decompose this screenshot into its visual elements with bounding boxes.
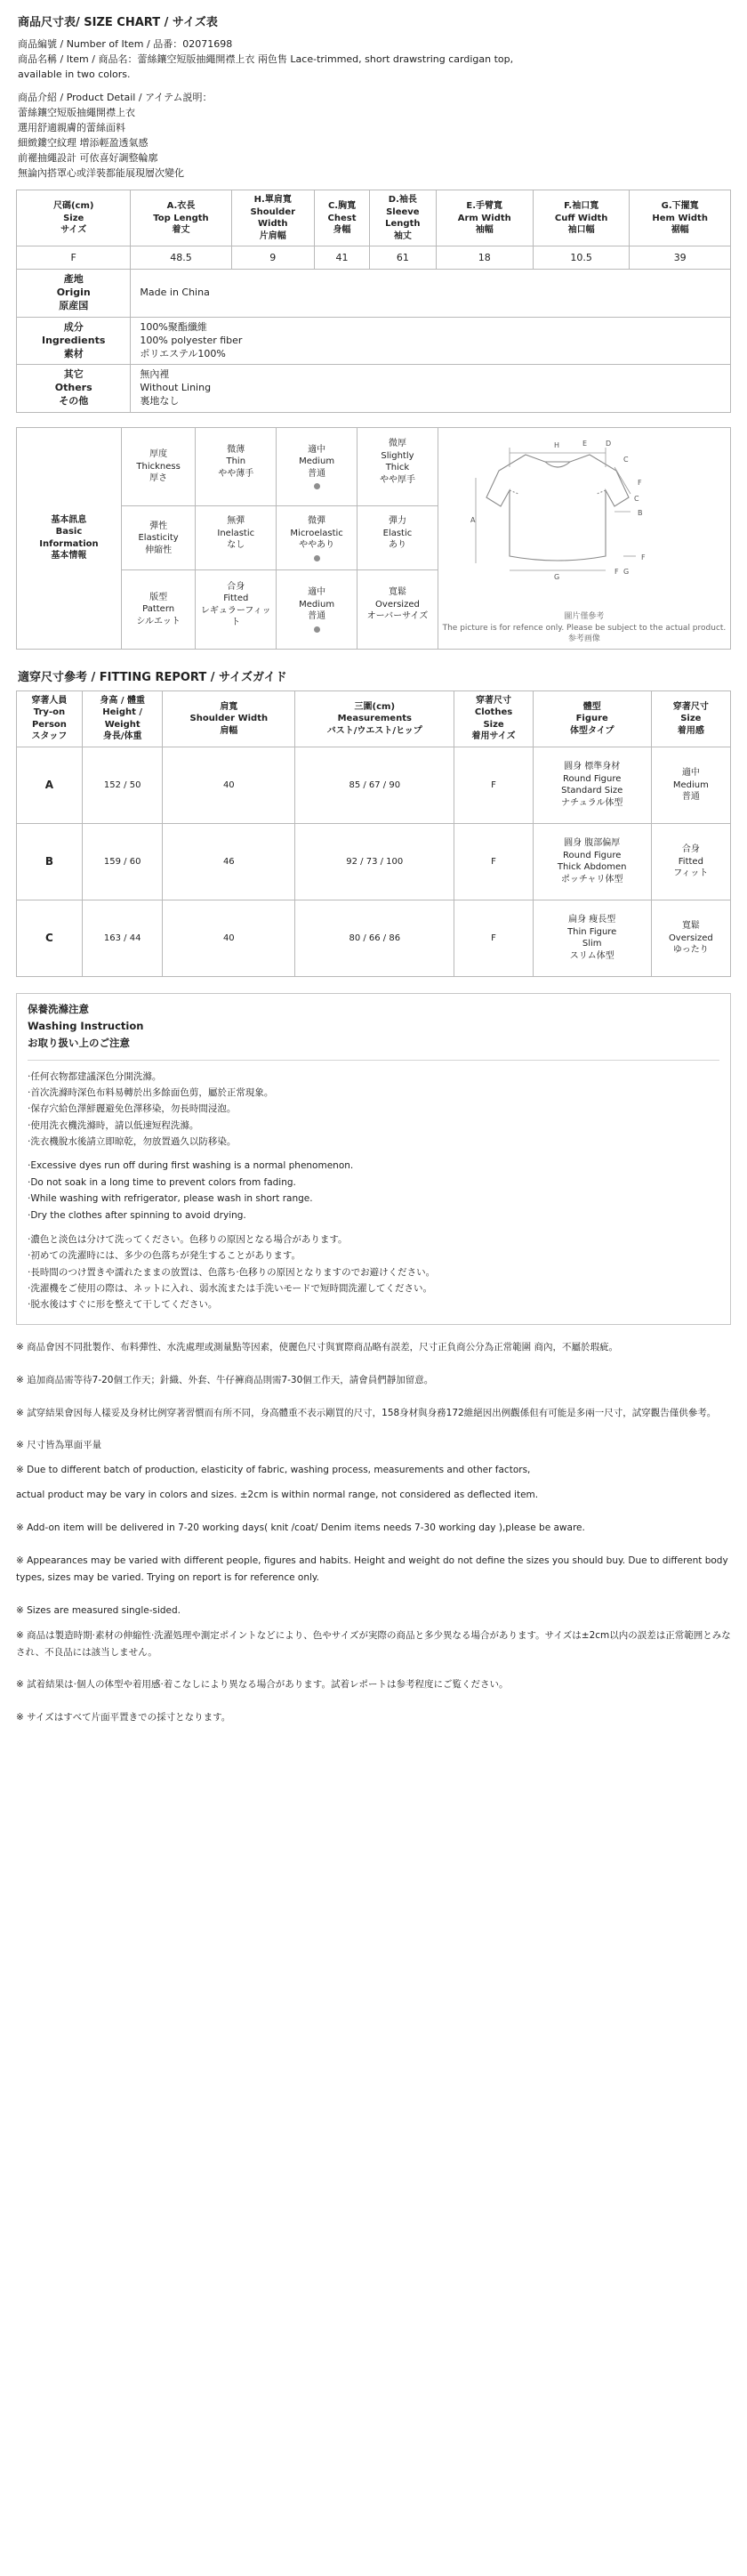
fitting-cell-4: F [454, 900, 533, 976]
size-cell-name: F [17, 246, 131, 270]
fitting-col-header-6: 穿著尺寸 Size 着用感 [651, 690, 730, 747]
note-line: ※ 商品會因不同批製作、布料彈性、水洗處理或測量點等因素，使麗色尺寸與實際商品略有誤差，尺寸正負商公分為正常範圍 商內，不屬於瑕疵。 [16, 1341, 618, 1353]
elasticity-option-1 [277, 506, 357, 570]
svg-text:C: C [633, 495, 639, 504]
fitting-cell-6: 合身 Fitted フィット [651, 823, 730, 900]
washing-line: ‧任何衣物都建議深色分開洗滌。 [28, 1070, 162, 1082]
fitting-cell-6: 寬鬆 Oversized ゆったり [651, 900, 730, 976]
option-label: 寬鬆 Oversized オーバーサイズ [366, 587, 429, 622]
fitting-cell-5: 圓身 腹部偏厚 Round Figure Thick Abdomen ポッチャリ体型 [533, 823, 651, 900]
note-spacer [16, 1512, 731, 1520]
fitting-cell-5: 圓身 標準身材 Round Figure Standard Size ナチュラル体型 [533, 747, 651, 823]
basic-info-label: 基本訊息 Basic Information 基本情報 [17, 428, 122, 650]
washing-line: ‧脱水後はすぐに形を整えて干してください。 [28, 1299, 218, 1311]
fitting-cell-3: 85 / 67 / 90 [295, 747, 454, 823]
size-cell-value: 48.5 [131, 246, 231, 270]
note-line: ※ Sizes are measured single-sided. [16, 1604, 181, 1616]
washing-title-en: Washing Instruction [28, 1020, 144, 1033]
pattern-option-1 [277, 570, 357, 649]
selected-dot-icon [314, 626, 320, 633]
size-col-header-1: A.衣長 Top Length 着丈 [131, 190, 231, 246]
product-detail-line: 商品編號 / Number of Item / 品番：02071698 [18, 38, 233, 50]
option-label: 無彈 Inelastic なし [217, 516, 255, 551]
fitting-cell-4: F [454, 823, 533, 900]
washing-line: ‧While washing with refrigerator, please wash in short range. [28, 1193, 313, 1205]
size-col-header-0: 尺碼(cm) Size サイズ [17, 190, 131, 246]
product-detail-line [18, 82, 731, 90]
fitting-cell-2: 40 [163, 747, 295, 823]
note-line: ※ サイズはすべて片面平置きでの採寸となります。 [16, 1712, 231, 1724]
pattern-option-2 [357, 570, 438, 649]
empty-dot-icon [394, 489, 400, 496]
size-cell-value: 9 [231, 246, 314, 270]
thickness-option-2 [357, 428, 438, 506]
washing-line: ‧Dry the clothes after spinning to avoid drying. [28, 1209, 246, 1221]
washing-line: ‧Excessive dyes run off during first washing is a normal phenomenon. [28, 1160, 354, 1172]
size-table-row [17, 246, 731, 270]
note-spacer [16, 1364, 731, 1372]
fitting-cell-2: 40 [163, 900, 295, 976]
fitting-col-header-0: 穿著人員 Try-on Person スタッフ [17, 690, 83, 747]
fitting-col-header-2: 肩寬 Shoulder Width 肩幅 [163, 690, 295, 747]
fitting-cell-2: 46 [163, 823, 295, 900]
washing-ja-lines [28, 1231, 719, 1313]
empty-dot-icon [233, 633, 239, 639]
size-info-value-0: Made in China [131, 270, 731, 318]
fitting-cell-3: 80 / 66 / 86 [295, 900, 454, 976]
product-detail-line: 商品介紹 / Product Detail / アイテム説明： [18, 92, 213, 104]
washing-title-ja: お取り扱い上のご注意 [28, 1037, 130, 1050]
washing-line: ‧初めての洗濯時には、多少の色落ちが発生することがあります。 [28, 1250, 301, 1262]
size-info-label-1: 成分 Ingredients 素材 [17, 317, 131, 365]
size-info-row [17, 365, 731, 413]
note-line: ※ Appearances may be varied with different people, figures and habits. Height and weight do not define the sizes you should buy. Due to different body types, sizes may be varied. Trying on report is for reference only. [16, 1555, 728, 1583]
elasticity-label: 彈性 Elasticity 伸縮性 [121, 506, 195, 570]
svg-text:E: E [582, 440, 587, 448]
fitting-table-row [17, 823, 731, 900]
fitting-cell-3: 92 / 73 / 100 [295, 823, 454, 900]
note-block-zh [16, 1339, 731, 1455]
note-line: ※ 商品は製造時期‧素材の伸縮性‧洗濯処理や測定ポイントなどにより、色やサイズが実際の商品と多少異なる場合があります。サイズは±2cm以内の誤差は正常範囲とみなされ、不良品には該当しません。 [16, 1629, 731, 1658]
washing-divider [28, 1060, 719, 1061]
product-detail-line: 商品名稱 / Item / 商品名：蕾絲鑲空短版抽繩開襟上衣 兩色售 Lace-trimmed, short drawstring cardigan top, [18, 53, 514, 66]
fitting-cell-1: 159 / 60 [82, 823, 163, 900]
note-spacer [16, 1668, 731, 1676]
note-spacer [16, 1701, 731, 1709]
product-detail-text [18, 36, 731, 181]
fitting-cell-4: F [454, 747, 533, 823]
svg-text:F: F [637, 479, 642, 488]
svg-text:A: A [470, 516, 476, 525]
fitting-cell-5: 扁身 瘦長型 Thin Figure Slim スリム体型 [533, 900, 651, 976]
fitting-table-row [17, 747, 731, 823]
selected-dot-icon [314, 483, 320, 489]
size-info-value-1: 100%聚酯纖維 100% polyester fiber ポリエステル100% [131, 317, 731, 365]
size-col-header-5: E.手臂寬 Arm Width 袖幅 [436, 190, 533, 246]
fitting-col-header-4: 穿著尺寸 Clothes Size 着用サイズ [454, 690, 533, 747]
washing-line: ‧Do not soak in a long time to prevent colors from fading. [28, 1176, 296, 1188]
note-spacer [16, 1429, 731, 1437]
size-cell-value: 41 [314, 246, 369, 270]
note-line: ※ Add-on item will be delivered in 7-20 working days( knit /coat/ Denim items needs 7-30 working day ),please be aware. [16, 1522, 585, 1534]
option-label: 適中 Medium 普通 [299, 587, 335, 622]
note-spacer [16, 1545, 731, 1553]
svg-text:G: G [553, 573, 560, 582]
option-label: 微薄 Thin やや薄手 [218, 444, 254, 479]
option-label: 適中 Medium 普通 [299, 444, 335, 479]
size-info-label-2: 其它 Others その他 [17, 365, 131, 413]
size-info-label-0: 產地 Origin 原産国 [17, 270, 131, 318]
product-detail-line: 選用舒適親膚的蕾絲面料 [18, 122, 125, 134]
product-detail-line: 前襬抽繩設計 可依喜好調整輪廓 [18, 152, 158, 165]
fitting-cell-6: 適中 Medium 普通 [651, 747, 730, 823]
empty-dot-icon [394, 626, 400, 633]
svg-text:B: B [637, 509, 643, 518]
size-col-header-3: C.胸寬 Chest 身幅 [314, 190, 369, 246]
svg-text:D: D [605, 440, 612, 448]
fitting-col-header-1: 身高 / 體重 Height / Weight 身長/体重 [82, 690, 163, 747]
basic-information-table [16, 427, 731, 650]
thickness-option-0 [196, 428, 277, 506]
product-detail-line: 無論內搭罩心或洋裝都能展現層次變化 [18, 167, 184, 180]
size-info-row [17, 270, 731, 318]
note-block-en [16, 1462, 731, 1619]
product-detail-line: 蕾絲鑲空短版抽繩開襟上衣 [18, 107, 135, 119]
fitting-col-header-5: 體型 Figure 体型タイプ [533, 690, 651, 747]
elasticity-option-0 [196, 506, 277, 570]
washing-line: ‧使用洗衣機洗滌時，請以低速短程洗滌。 [28, 1119, 199, 1131]
fitting-cell-1: 152 / 50 [82, 747, 163, 823]
note-line: ※ 尺寸皆為單面平量 [16, 1440, 102, 1451]
size-cell-value: 18 [436, 246, 533, 270]
page-title: 商品尺寸表/ SIZE CHART / サイズ表 [18, 16, 218, 29]
option-label: 微厚 Slightly Thick やや厚手 [379, 439, 415, 485]
washing-zh-lines [28, 1069, 719, 1151]
fitting-header-row [17, 690, 731, 747]
size-cell-value: 10.5 [533, 246, 629, 270]
option-label: 彈力 Elastic あり [382, 516, 413, 551]
note-spacer [16, 1397, 731, 1405]
washing-line: ‧長時間のつけ置きや濡れたままの放置は、色落ち‧色移りの原因となりますのでお避けください。 [28, 1266, 436, 1278]
fitting-person: B [17, 823, 83, 900]
washing-en-lines [28, 1158, 719, 1223]
fitting-report-table [16, 690, 731, 977]
fitting-person: C [17, 900, 83, 976]
size-col-header-2: H.單肩寬 Shoulder Width 片肩幅 [231, 190, 314, 246]
fitting-table-row [17, 900, 731, 976]
empty-dot-icon [394, 555, 400, 561]
size-cell-value: 61 [370, 246, 436, 270]
size-info-value-2: 無內裡 Without Lining 裏地なし [131, 365, 731, 413]
washing-line: ‧洗濯機をご使用の際は、ネットに入れ、弱水流または手洗いモードで短時間洗濯してください。 [28, 1283, 433, 1295]
washing-line: ‧首次洗滌時深色布料易轉於出多餘面色剪，屬於正常現象。 [28, 1086, 274, 1098]
note-spacer [16, 1595, 731, 1603]
svg-text:F: F [640, 553, 646, 562]
empty-dot-icon [233, 555, 239, 561]
washing-line: ‧濃色と淡色は分けて洗ってください。色移りの原因となる場合があります。 [28, 1233, 348, 1245]
fitting-col-header-3: 三圍(cm) Measurements バスト/ウエスト/ヒップ [295, 690, 454, 747]
pattern-option-0 [196, 570, 277, 649]
garment-measurement-diagram [440, 432, 670, 610]
garment-diagram-cell [438, 428, 730, 650]
size-col-header-4: D.袖長 Sleeve Length 袖丈 [370, 190, 436, 246]
diagram-note: 圖片僅參考 The picture is for refence only. Please be subject to the actual product. 参考画像 [442, 612, 727, 644]
svg-text:C: C [622, 456, 629, 464]
note-block-ja [16, 1627, 731, 1727]
svg-text:H: H [553, 441, 559, 450]
washing-instruction-box [16, 993, 731, 1325]
fitting-cell-1: 163 / 44 [82, 900, 163, 976]
product-detail-line: 細緻鏤空紋理 增添輕盈透氣感 [18, 137, 149, 149]
svg-text:G: G [622, 568, 630, 577]
note-line: ※ 試着結果は‧個人の体型や着用感‧着こなしにより異なる場合があります。試着レポートは参考程度にご覧ください。 [16, 1679, 509, 1691]
fitting-report-title: 適穿尺寸參考 / FITTING REPORT / サイズガイド [18, 670, 287, 684]
pattern-label: 版型 Pattern シルエット [121, 570, 195, 649]
thickness-label: 厚度 Thickness 厚さ [121, 428, 195, 506]
washing-line: ‧保存穴給色澤鮮麗避免色澤移染，勿長時間浸泡。 [28, 1103, 237, 1115]
product-detail-line: available in two colors. [18, 69, 131, 81]
svg-text:F: F [614, 568, 619, 577]
size-col-header-6: F.袖口寬 Cuff Width 袖口幅 [533, 190, 629, 246]
size-table-header-row [17, 190, 731, 246]
note-line: ※ Due to different batch of production, elasticity of fabric, washing process, measurements and other factors, [16, 1465, 531, 1476]
size-table [16, 190, 731, 413]
option-label: 微彈 Microelastic ややあり [290, 516, 343, 551]
thickness-option-1 [277, 428, 357, 506]
washing-line: ‧洗衣機脫水後請立即晾乾，勿放置過久以防移染。 [28, 1136, 237, 1148]
disclaimer-notes [16, 1339, 731, 1726]
size-info-row [17, 317, 731, 365]
option-label: 合身 Fitted レギュラーフィット [200, 581, 271, 628]
size-cell-value: 39 [630, 246, 731, 270]
elasticity-option-2 [357, 506, 438, 570]
selected-dot-icon [314, 555, 320, 561]
note-line: actual product may be vary in colors and sizes. ±2cm is within normal range, not considered as deflected item. [16, 1490, 539, 1501]
empty-dot-icon [233, 483, 239, 489]
size-col-header-7: G.下擺寬 Hem Width 裾幅 [630, 190, 731, 246]
washing-title-zh: 保養洗滌注意 [28, 1002, 89, 1015]
note-line: ※ 試穿結果會因每人樣妥及身材比例穿著習慣而有所不同，身高體重不表示剛買的尺寸，158身材與身務172維絕因出例觀係但有可能是多兩一尺寸，試穿觀告僅供參考。 [16, 1407, 717, 1418]
note-line: ※ 追加商品需等待7-20個工作天；針織、外套、牛仔褲商品則需7-30個工作天，請會員們靜加留意。 [16, 1374, 434, 1385]
fitting-person: A [17, 747, 83, 823]
